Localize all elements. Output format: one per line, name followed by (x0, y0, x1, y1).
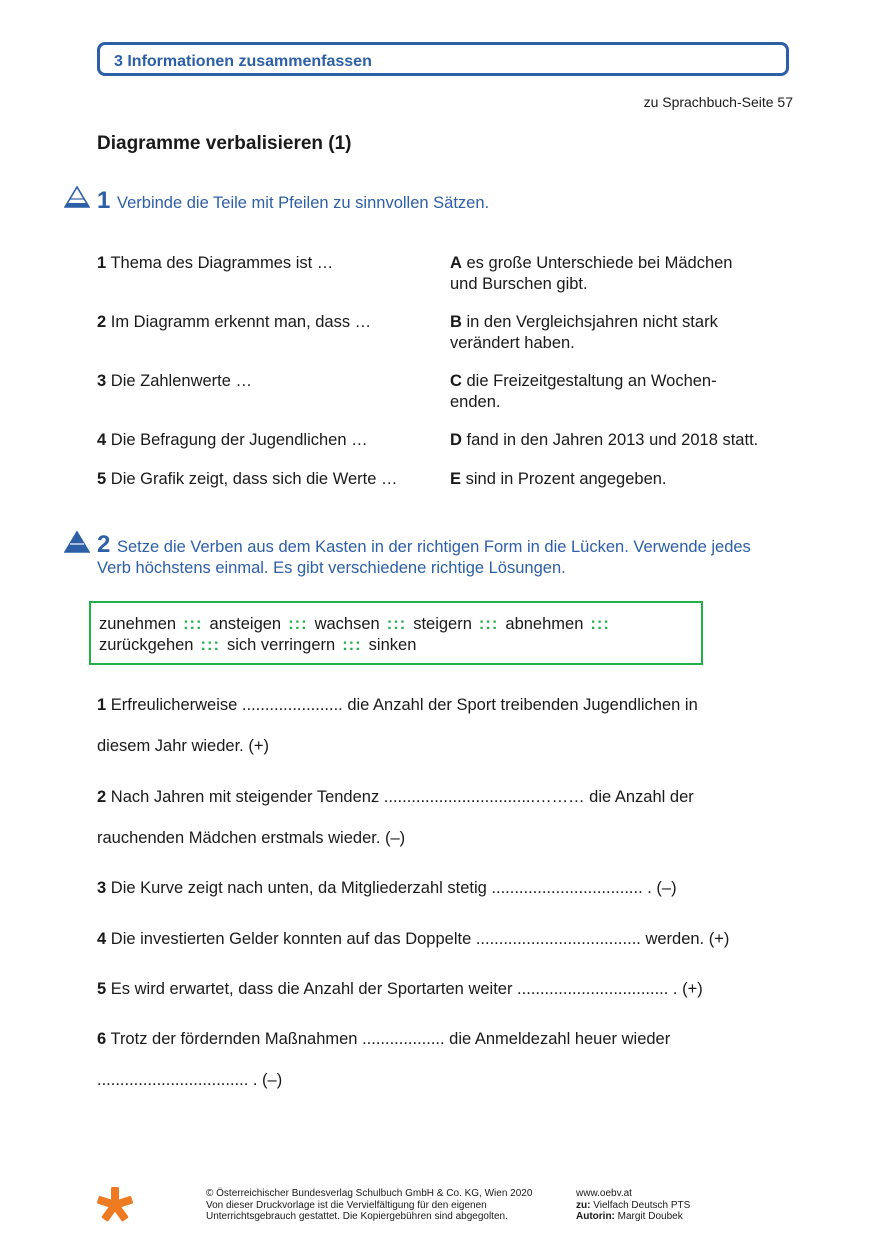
matching-item-1: 1 Thema des Diagrammes ist … (97, 254, 334, 272)
matching-item-c: C die Freizeitgestaltung an Wochen- enden. (450, 372, 717, 411)
verb-item: sich verringern (226, 636, 336, 654)
sentence-3: 3 Die Kurve zeigt nach unten, da Mitgliederzahl stetig ................................. . (–) (97, 879, 677, 897)
website-link[interactable]: www.oebv.at (576, 1188, 632, 1199)
matching-item-4: 4 Die Befragung der Jugendlichen … (97, 431, 368, 449)
difficulty-level-2-icon (64, 531, 90, 553)
verb-list (99, 614, 699, 656)
verb-item: steigern (413, 615, 472, 633)
sentence-6-line2: ................................. . (–) (97, 1071, 283, 1089)
sentence-5: 5 Es wird erwartet, dass die Anzahl der Sportarten weiter ................................. . (+) (97, 980, 703, 998)
task-2-instruction-line1: Setze die Verben aus dem Kasten in der richtigen Form in die Lücken. Verwende jedes (117, 538, 751, 556)
matching-item-a: A es große Unterschiede bei Mädchen und Burschen gibt. (450, 254, 733, 293)
sentence-2-line2: rauchenden Mädchen erstmals wieder. (–) (97, 829, 406, 847)
copyright-notice: © Österreichischer Bundesverlag Schulbuch GmbH & Co. KG, Wien 2020 Von dieser Druckvorlage ist die Vervielfältigung für den eigenen Unterrichtsgebrauch gestattet. Die Kopiergebühren sind abgegolten. (206, 1188, 533, 1222)
matching-item-d: D fand in den Jahren 2013 und 2018 statt. (450, 431, 759, 449)
task-2-number: 2 (97, 531, 111, 558)
difficulty-level-1-icon (64, 186, 90, 208)
task-1-number: 1 (97, 187, 111, 214)
page-reference: zu Sprachbuch-Seite 57 (643, 94, 793, 110)
verb-item: abnehmen (505, 615, 584, 633)
verb-separator: ::: (478, 615, 499, 633)
page-title: Diagramme verbalisieren (1) (97, 133, 352, 154)
verb-separator: ::: (288, 615, 308, 633)
sentence-1-line1: 1 Erfreulicherweise ...................... die Anzahl der Sport treibenden Jugendlichen in (97, 696, 698, 714)
verb-item: sinken (368, 636, 417, 654)
publication-info: www.oebv.at zu: Vielfach Deutsch PTS Autorin: Margit Doubek (576, 1188, 691, 1222)
verb-box (89, 601, 703, 665)
sentence-4: 4 Die investierten Gelder konnten auf das Doppelte .................................... werden. (+) (97, 930, 730, 948)
sentence-6-line1: 6 Trotz der fördernden Maßnahmen .................. die Anmeldezahl heuer wieder (97, 1030, 671, 1048)
publisher-logo-icon (96, 1186, 134, 1224)
task-1-instruction: Verbinde die Teile mit Pfeilen zu sinnvollen Sätzen. (117, 194, 490, 212)
verb-separator: ::: (386, 615, 407, 633)
verb-item: wachsen (314, 615, 380, 633)
matching-item-b: B in den Vergleichsjahren nicht stark verändert haben. (450, 313, 718, 352)
verb-separator: ::: (590, 615, 610, 633)
verb-item: ansteigen (209, 615, 282, 633)
verb-separator: ::: (200, 636, 220, 654)
matching-item-5: 5 Die Grafik zeigt, dass sich die Werte … (97, 470, 398, 488)
sentence-2-line1: 2 Nach Jahren mit steigender Tendenz .................................……… die Anzahl der (97, 788, 694, 806)
verb-separator: ::: (342, 636, 362, 654)
verb-item: zurückgehen (99, 636, 194, 654)
verb-separator: ::: (183, 615, 203, 633)
matching-item-2: 2 Im Diagramm erkennt man, dass … (97, 313, 372, 331)
matching-item-3: 3 Die Zahlenwerte … (97, 372, 252, 390)
sentence-1-line2: diesem Jahr wieder. (+) (97, 737, 269, 755)
verb-item: zunehmen (99, 615, 177, 633)
chapter-header (97, 42, 789, 76)
chapter-title: 3 Informationen zusammenfassen (114, 53, 372, 70)
matching-item-e: E sind in Prozent angegeben. (450, 470, 667, 488)
task-2-instruction-line2: Verb höchstens einmal. Es gibt verschiedene richtige Lösungen. (97, 559, 566, 577)
